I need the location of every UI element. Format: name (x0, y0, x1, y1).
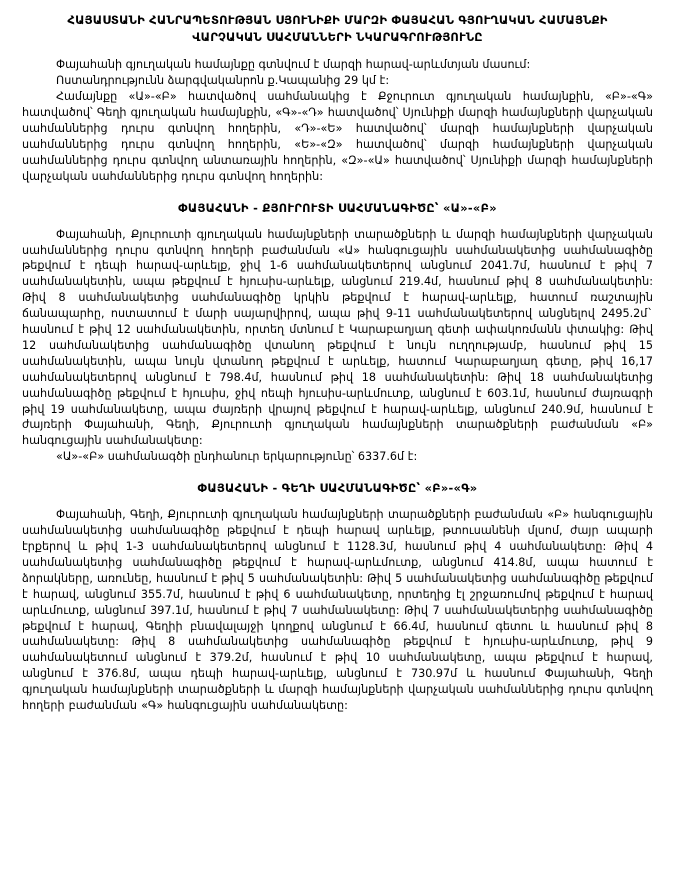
spacer (22, 185, 653, 201)
spacer (22, 495, 653, 507)
section-ab-paragraph-1: Փայահանի, Քյուրուտի գյուղական համայնքների տարածքների և մարզի համայնքների վարչական սահմաններից դուրս գտնվող հողերի բաժանման «Ա» հանգուցային սահմանակետից սահմանագիծը թեքվում է դեպի հարավ-արևելք, ջիվ 1-6 սահմանակետերով անցնում 2041.7մ, հասնում է թիվ 7 սահմանակետին, ապա թեքվում է հյուսիս-արևելք, անցնում 219.4մ, հասնում թիվ 8 սահմանակետին: Թիվ 8 սահմանակետից սահմանագիծը կրկին թեքվում է հարավ-արևելք, հատում ռաշտային ճանապարհը, ոստատում է մարի սայարվիրով, ապա թիվ 9-11 սահմանակետերով անցնելով 2495.2մ` հասնում է թիվ 12 սահմանակետին, որտեղ մտնում է Կարաբաղյաղ գետի ափակոռմանն փտակից: Թիվ 12 սահմանակետից սահմանագիծը վտանող թեքվում է նույն ուղղությամբ, հասնում թիվ 15 սահմանակետին, ապա նույն վտանող թեքվում է արևելք, հատում Կարաբաղյաղ գետը, թիվ 16,17 սահմանակետերով անցնում է 798.4մ, հասնում թիվ 18 սահմանակետին: Թիվ 18 սահմանակետից սահմանագիծը թեքվում է հյուսիս, ջիվ ոեպի հյուսիս-արևմուտք, անցնում է 603.1մ, հասնում ժայռագրի թիվ 19 սահմանակետը, ապա ժայռերի վրայով թեքվում է հարավ-արևելք, անցնում 240.9մ, հասնում է ժայռերի Փայահանի, Գեղի, Քյուրուտի գյուղական համայնքների տարածքների բաժանման «Բ» հանգուցային սահմանակետը: (22, 227, 653, 448)
section-heading-ab: ՓԱՅԱՀԱՆԻ - ՔՅՈՒՐՈՒՏԻ ՍԱՀՄԱՆԱԳԻԾԸ՝ «Ա»-«Բ» (178, 200, 497, 215)
document-title (22, 12, 653, 45)
document-title-line-2: ՎԱՐՉԱԿԱՆ ՍԱՀՄԱՆՆԵՐԻ ՆԿԱՐԱԳՐՈՒԹՅՈՒՆԸ (192, 29, 483, 44)
section-bg-paragraph-1: Փայահանի, Գեղի, Քյուրուտի գյուղական համայնքների տարածքների բաժանման «Բ» հանգուցային սահմանակետից սահմանագիծը թեքվում է դեպի հարավ արևելք, թտուսանենի մլսոմ, ժայր ապարի էրքերով և թիվ 1-3 սահմանակետերով անցնում է 1128.3մ, հասնում թիվ 4 սահմանակետը: Թիվ 4 սահմանակետից սահմանագիծը թեքվում է հարավ-արևմուտք, անցնում 414.8մ, ապա հատում է ձորակները, առունեը, հասնում է թիվ 5 սահմանակետին: Թիվ 5 սահմանակետից սահմանագիծը թեքվում է հարավ, անցնում 355.7մ, հասնում է թիվ 6 սահմանակետը, որտեղից էլ շրջառումով թեքվում է հարավ արևմուտք, անցնում 397.1մ, հասնում է թիվ 7 սահմանակետը: Թիվ 7 սահմանակետերից սահմանագիծը թեքվում է հարավ, Գեղիի բնավալայջի կողքով անցնում է 66.4մ, հասնում գետու և հասնում թիվ 8 սահմանակետը: Թիվ 8 սահմանակետից սահմանագիծը թեքվում է հյուսիս-արևմուտք, թիվ 9 սահմանակետում անցնում է 379.2մ, հասնում է թիվ 10 սահմանակետը, ապա թեքվում է հարավ, անցնում է 376.8մ, ապա դեպի հարավ-արևելք, անցնում է 730.97մ և հասնում Փայահանի, Գեղի գյուղական համայնքների տարածքների և մարզի համայնքների վարչական սահմաններից դուրս գտնվող հողերի բաժանման «Գ» հանգուցային սահմանակետը: (22, 508, 653, 713)
section-ab-paragraph-2: «Ա»-«Բ» սահմանագծի ընդհանուր երկարությունը՝ 6337.6մ է: (56, 450, 418, 464)
intro-paragraph-1: Փայահանի գյուղական համայնքը գտնվում է մարզի հարավ-արևմտյան մասում: (56, 58, 531, 72)
intro-paragraph-2: Ոստանդրությունն ձարգվականրոն ք.Կապանից 29 կմ է: (56, 74, 390, 88)
document-title-line-1: ՀԱՅԱՍՏԱՆԻ ՀԱՆՐԱՊԵՏՈՒԹՅԱՆ ՍՅՈՒՆԻՔԻ ՄԱՐԶԻ ՓԱՅԱՀԱՆ ԳՅՈՒՂԱԿԱՆ ՀԱՄԱՅՆՔԻ (67, 13, 608, 27)
section-heading-bg: ՓԱՅԱՀԱՆԻ - ԳԵՂԻ ՍԱՀՄԱՆԱԳԻԾԸ՝ «Բ»-«Գ» (197, 481, 478, 496)
spacer (22, 465, 653, 481)
spacer (22, 45, 653, 57)
spacer (22, 215, 653, 227)
intro-paragraph-3: Համայնքը «Ա»-«Բ» հատվածով սահմանակից է Քջուրուտ գյուղական համայնքին, «Բ»-«Գ» հատվածով՝ Գեղի գյուղական համայնքին, «Գ»-«Դ» հատվածով՝ Սյունիքի մարզի համայնքների վարչական սահմաններից դուրս գտնվող հողերին, «Դ»-«Ե» հատվածով՝ մարզի համայնքների վարչական սահմաններից դուրս գտնվող հողերին, «Ե»-«Զ» հատվածով՝ մարզի համայնքների վարչական սահմաններից դուրս գտնվող անտառային հողերին, «Զ»-«Ա» հատվածով՝ Սյունիքի մարզի համայնքների վարչական սահմաններից դուրս գտնվող հողերին: (22, 90, 653, 183)
